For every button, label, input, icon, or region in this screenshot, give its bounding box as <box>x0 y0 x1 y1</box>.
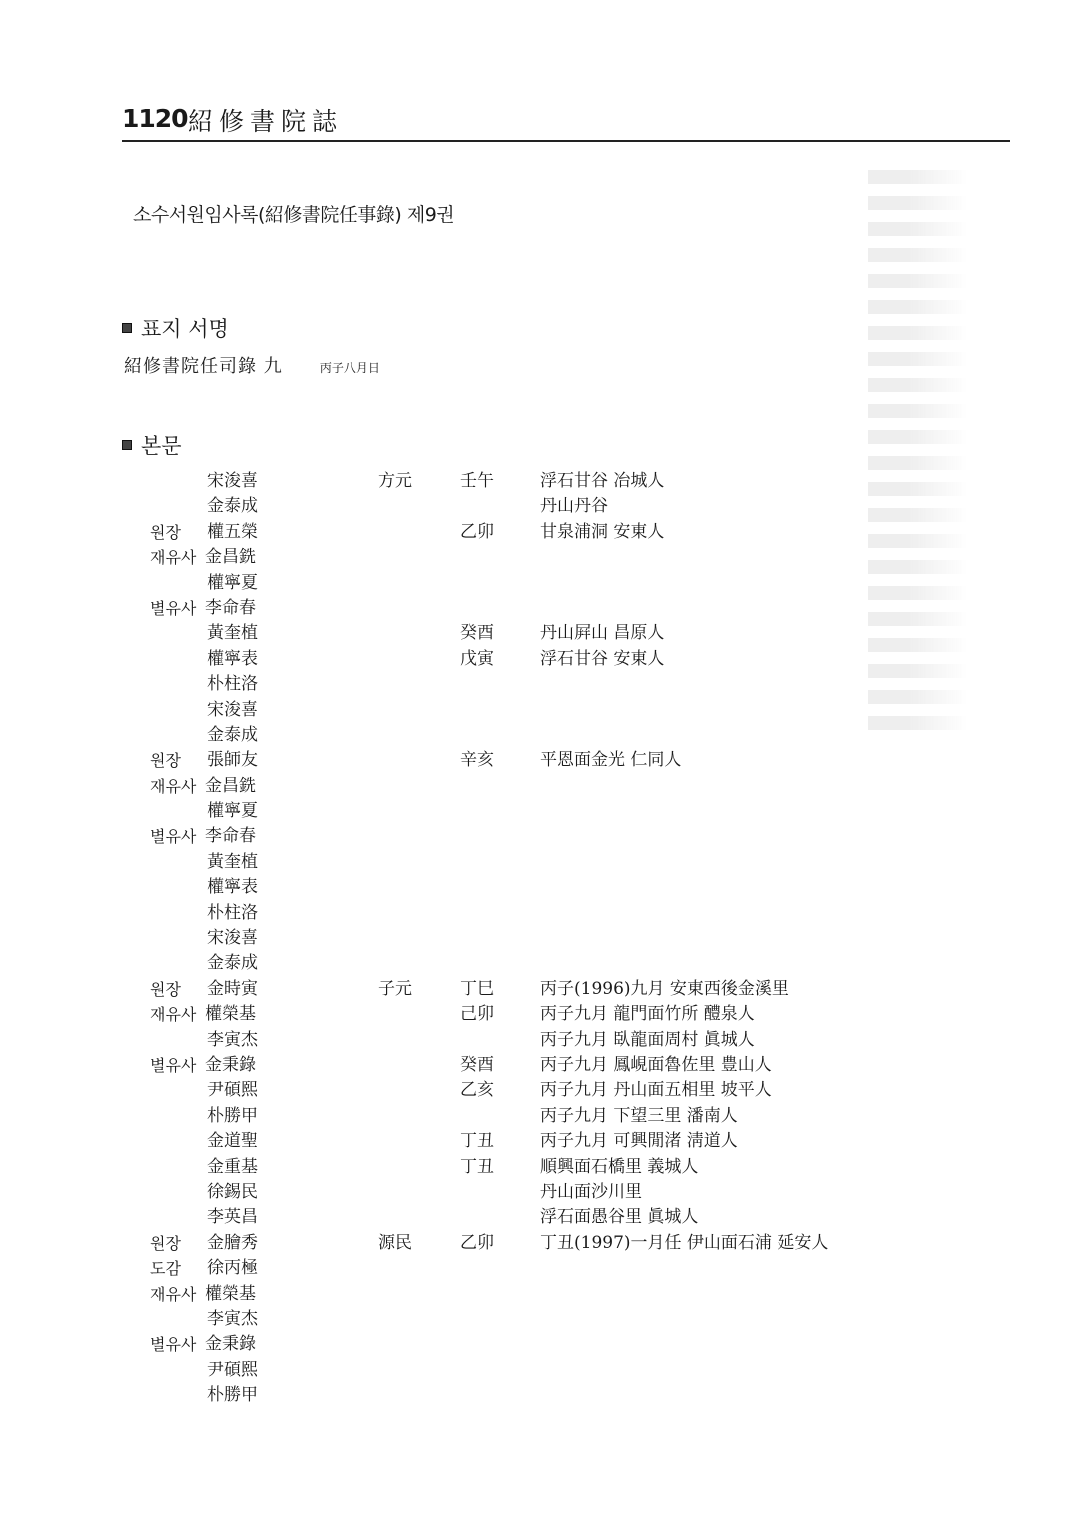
page-header <box>122 100 1010 144</box>
note-cell: 丹山面沙川里 <box>540 1181 642 1202</box>
table-row <box>150 647 910 672</box>
name-cell: 徐丙極 <box>207 1258 258 1279</box>
ganzhi-cell: 辛亥 <box>460 750 494 771</box>
ganzhi-cell: 癸酉 <box>460 1054 494 1075</box>
ganzhi-cell: 癸酉 <box>460 623 494 644</box>
name-cell: 權寧表 <box>207 648 258 669</box>
note-cell: 丙子九月 下望三里 潘南人 <box>540 1105 738 1126</box>
name-cell: 李寅杰 <box>207 1029 258 1050</box>
name-cell: 李命春 <box>205 597 256 618</box>
note-cell: 丙子九月 鳳峴面魯佐里 豊山人 <box>540 1054 772 1075</box>
square-bullet-icon <box>122 440 132 450</box>
role-cell: 원장 <box>150 979 181 999</box>
table-row <box>150 824 910 849</box>
table-row <box>150 571 910 596</box>
name-cell: 金秉錄 <box>205 1054 256 1075</box>
role-cell: 재유사 <box>150 776 197 796</box>
table-row <box>150 596 910 621</box>
name-cell: 權寧表 <box>207 877 258 898</box>
name-cell: 朴柱洛 <box>207 902 258 923</box>
table-row <box>150 1180 910 1205</box>
ganzhi-cell: 戊寅 <box>460 648 494 669</box>
role-cell: 별유사 <box>150 1055 197 1075</box>
table-row <box>150 1002 910 1027</box>
table-row <box>150 469 910 494</box>
table-row <box>150 723 910 748</box>
table-row <box>150 1358 910 1383</box>
term-cell: 子元 <box>378 978 412 999</box>
cover-inscription <box>124 352 380 378</box>
name-cell: 黃奎植 <box>207 623 258 644</box>
table-row <box>150 799 910 824</box>
name-cell: 李英昌 <box>207 1207 258 1228</box>
note-cell: 丁丑(1997)一月任 伊山面石浦 延安人 <box>540 1232 829 1253</box>
name-cell: 朴柱洛 <box>207 674 258 695</box>
note-cell: 浮石甘谷 冶城人 <box>540 471 665 491</box>
roster-table <box>150 469 910 1408</box>
name-cell: 金秉錄 <box>205 1334 256 1355</box>
ganzhi-cell: 壬午 <box>460 471 494 491</box>
ganzhi-cell: 乙卯 <box>460 1232 494 1253</box>
name-cell: 宋浚喜 <box>207 928 258 949</box>
name-cell: 金昌銑 <box>205 547 256 568</box>
table-row <box>150 1332 910 1357</box>
note-cell: 丙子九月 龍門面竹所 醴泉人 <box>540 1004 755 1025</box>
table-row <box>150 494 910 519</box>
ganzhi-cell: 丁丑 <box>460 1131 494 1152</box>
table-row <box>150 901 910 926</box>
name-cell: 權五榮 <box>207 521 258 542</box>
name-cell: 金時寅 <box>207 978 258 999</box>
note-cell: 丹山丹谷 <box>540 496 608 517</box>
section-heading-body-label: 본문 <box>141 434 182 458</box>
role-cell: 원장 <box>150 522 181 542</box>
table-row <box>150 1383 910 1408</box>
note-cell: 丹山屛山 昌原人 <box>540 623 665 644</box>
table-row <box>150 1231 910 1256</box>
name-cell: 朴勝甲 <box>207 1385 258 1406</box>
header-rule <box>122 140 1010 142</box>
name-cell: 尹碩熙 <box>207 1080 258 1101</box>
table-row <box>150 926 910 951</box>
book-title: 紹修書院誌 <box>188 107 344 136</box>
table-row <box>150 951 910 976</box>
note-cell: 丙子九月 臥龍面周村 眞城人 <box>540 1029 755 1050</box>
note-cell: 丙子(1996)九月 安東西後金溪里 <box>540 978 789 999</box>
document-title: 소수서원임사록(紹修書院任事錄) 제9권 <box>133 204 455 226</box>
name-cell: 權寧夏 <box>207 572 258 593</box>
name-cell: 李寅杰 <box>207 1308 258 1329</box>
table-row <box>150 1205 910 1230</box>
role-cell: 재유사 <box>150 1005 197 1025</box>
name-cell: 金泰成 <box>207 496 258 517</box>
ganzhi-cell: 丁丑 <box>460 1156 494 1177</box>
table-row <box>150 520 910 545</box>
role-cell: 재유사 <box>150 1284 197 1304</box>
section-heading-body <box>122 430 182 460</box>
name-cell: 金道聖 <box>207 1131 258 1152</box>
table-row <box>150 977 910 1002</box>
name-cell: 權榮基 <box>205 1004 256 1025</box>
note-cell: 浮石面愚谷里 眞城人 <box>540 1207 699 1228</box>
name-cell: 金重基 <box>207 1156 258 1177</box>
page-number: 1120 <box>122 104 188 133</box>
name-cell: 朴勝甲 <box>207 1105 258 1126</box>
name-cell: 張師友 <box>207 750 258 771</box>
name-cell: 金昌銑 <box>205 775 256 796</box>
cover-date: 丙子八月日 <box>319 361 380 375</box>
table-row <box>150 1282 910 1307</box>
table-row <box>150 774 910 799</box>
cover-main-title: 紹修書院任司錄 九 <box>124 356 283 377</box>
note-cell: 平恩面金光 仁同人 <box>540 750 682 771</box>
table-row <box>150 748 910 773</box>
role-cell: 별유사 <box>150 827 197 847</box>
name-cell: 尹碩熙 <box>207 1359 258 1380</box>
table-row <box>150 1256 910 1281</box>
name-cell: 金膾秀 <box>207 1232 258 1253</box>
role-cell: 별유사 <box>150 1335 197 1355</box>
ganzhi-cell: 己卯 <box>460 1004 494 1025</box>
name-cell: 徐錫民 <box>207 1181 258 1202</box>
table-row <box>150 1307 910 1332</box>
ganzhi-cell: 丁巳 <box>460 978 494 999</box>
role-cell: 원장 <box>150 751 181 771</box>
term-cell: 方元 <box>378 471 412 491</box>
table-row <box>150 1028 910 1053</box>
role-cell: 원장 <box>150 1233 181 1253</box>
table-row <box>150 1129 910 1154</box>
table-row <box>150 545 910 570</box>
name-cell: 權寧夏 <box>207 801 258 822</box>
name-cell: 黃奎植 <box>207 851 258 872</box>
ganzhi-cell: 乙卯 <box>460 521 494 542</box>
ganzhi-cell: 乙亥 <box>460 1080 494 1101</box>
note-cell: 順興面石橋里 義城人 <box>540 1156 699 1177</box>
section-heading-cover <box>122 313 229 343</box>
role-cell: 도감 <box>150 1259 181 1279</box>
section-heading-cover-label: 표지 서명 <box>141 317 229 341</box>
name-cell: 權榮基 <box>205 1283 256 1304</box>
note-cell: 浮石甘谷 安東人 <box>540 648 665 669</box>
role-cell: 별유사 <box>150 598 197 618</box>
note-cell: 甘泉浦洞 安東人 <box>540 521 665 542</box>
square-bullet-icon <box>122 323 132 333</box>
table-row <box>150 672 910 697</box>
name-cell: 宋浚喜 <box>207 699 258 720</box>
name-cell: 金泰成 <box>207 953 258 974</box>
table-row <box>150 1078 910 1103</box>
term-cell: 源民 <box>378 1232 412 1253</box>
note-cell: 丙子九月 可興閒渚 淸道人 <box>540 1131 738 1152</box>
note-cell: 丙子九月 丹山面五相里 坡平人 <box>540 1080 772 1101</box>
name-cell: 李命春 <box>205 826 256 847</box>
table-row <box>150 1155 910 1180</box>
table-row <box>150 1053 910 1078</box>
role-cell: 재유사 <box>150 548 197 568</box>
table-row <box>150 1104 910 1129</box>
table-row <box>150 698 910 723</box>
name-cell: 金泰成 <box>207 724 258 745</box>
name-cell: 宋浚喜 <box>207 471 258 491</box>
table-row <box>150 875 910 900</box>
table-row <box>150 850 910 875</box>
table-row <box>150 621 910 646</box>
